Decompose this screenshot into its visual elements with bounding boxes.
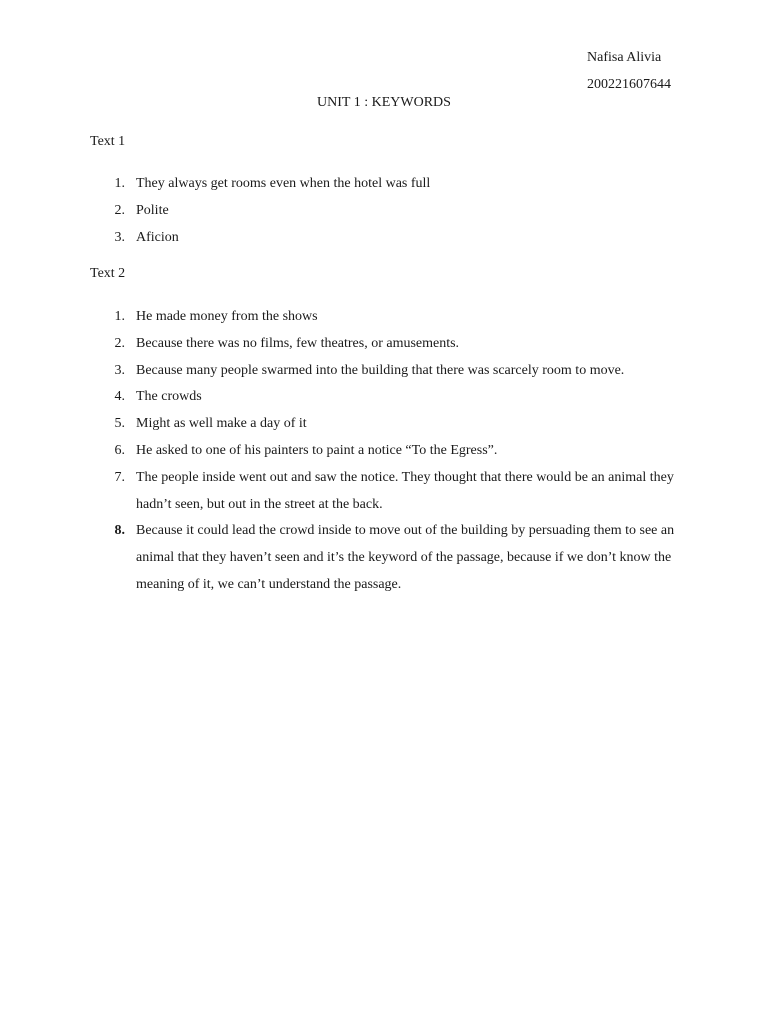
list-item <box>0 331 768 358</box>
item-text: Because there was no films, few theatres, or amusements. <box>136 335 460 351</box>
list-item <box>0 384 768 411</box>
list-item <box>0 518 768 598</box>
list-item <box>0 225 768 252</box>
item-number: 5. <box>114 416 125 432</box>
item-number: 6. <box>114 442 125 458</box>
answer-list-text-2 <box>0 304 768 599</box>
item-text: He asked to one of his painters to paint a notice “To the Egress”. <box>136 442 498 458</box>
section-heading-text-1: Text 1 <box>90 134 126 149</box>
list-item <box>0 438 768 465</box>
item-text: He made money from the shows <box>136 309 318 324</box>
item-text: Aficion <box>136 229 179 245</box>
answer-list-text-1 <box>0 171 768 251</box>
item-number: 1. <box>114 176 125 191</box>
item-number: 3. <box>114 362 125 378</box>
author-name: Nafisa Alivia <box>587 50 662 65</box>
list-item <box>0 465 768 519</box>
item-text: Polite <box>136 202 169 218</box>
item-number: 2. <box>114 335 125 351</box>
list-item <box>0 304 768 331</box>
item-text: They always get rooms even when the hotel was full <box>136 176 431 191</box>
student-id: 200221607644 <box>587 77 671 92</box>
item-number: 7. <box>114 469 125 485</box>
author-block <box>587 44 671 98</box>
list-item <box>0 358 768 385</box>
item-text: The people inside went out and saw the notice. They thought that there would be an animal they hadn’t seen, but out in the street at the back. <box>136 469 674 512</box>
list-item <box>0 171 768 198</box>
section-heading-text-2: Text 2 <box>90 266 126 281</box>
item-text: Because many people swarmed into the building that there was scarcely room to move. <box>136 362 625 378</box>
item-number: 1. <box>114 309 125 324</box>
list-item <box>0 198 768 225</box>
item-text: Might as well make a day of it <box>136 416 307 432</box>
item-text: Because it could lead the crowd inside to move out of the building by persuading them to see an animal that they haven’t seen and it’s the keyword of the passage, because if we don’t know the meaning of it, we can’t understand the passage. <box>136 523 675 592</box>
item-number: 3. <box>114 229 125 245</box>
item-number: 2. <box>114 202 125 218</box>
item-number: 4. <box>114 389 125 405</box>
document-title: UNIT 1 : KEYWORDS <box>317 95 451 110</box>
item-text: The crowds <box>136 389 202 405</box>
list-item <box>0 411 768 438</box>
item-number: 8. <box>114 523 125 539</box>
